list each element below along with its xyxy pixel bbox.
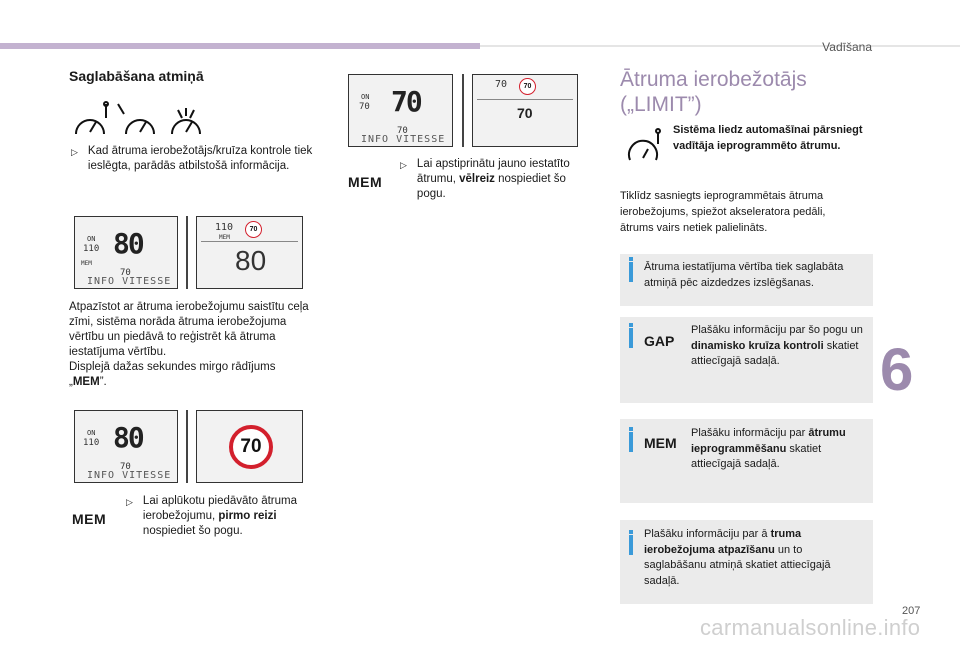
triangle-right-icon: ▷ [400,161,407,171]
left-bullet-1: ▷ Kad ātruma ierobežotājs/kruīza kontrole tiek ieslēgta, parādās atbilstošā informācija. [71,145,313,172]
info-box: Plašāku informāciju par ā truma ierobežojuma atpazīšanu un to saglabāšanu atmiņā skatiet attiecīgajā sadaļā. [620,520,873,604]
display-screen [196,410,303,483]
display-big-value: 80 [113,227,143,260]
left-bullet-2: ▷ Lai aplūkotu piedāvāto ātruma ierobežojumu, pirmo reizi nospiediet šo pogu. [126,495,297,537]
mem-button-label: MEM [72,511,107,527]
display-screen [348,74,453,147]
divider [186,410,188,483]
speedometer-icon [172,108,200,134]
left-heading: Saglabāšana atmiņā [69,68,204,84]
display-small-value: 70 [495,79,508,90]
divider [462,74,464,147]
display-screen [74,216,178,289]
info-icon [629,323,633,327]
info-icon [629,427,633,431]
speed-sign: 70 [245,221,262,238]
display-on: ON [361,93,370,101]
mem-button-label: MEM [644,435,677,451]
right-heading: Ātruma ierobežotājs („LIMIT”) [620,68,807,116]
info-box: Ātruma iestatījuma vērtība tiek saglabāta atmiņā pēc aizdedzes izslēgšanas. [620,254,873,306]
divider [186,216,188,289]
display-big-value: 70 [391,85,421,118]
display-small-value: 110 [83,438,100,448]
display-mem: MEM [81,260,92,267]
speedometer-icons [72,100,207,140]
warning-text: Sistēma liedz automašīnai pārsniegt vadītāja ieprogrammēto ātrumu. [673,124,863,152]
info-icon [629,530,633,534]
display-on: ON [87,429,96,437]
left-paragraph: Atpazīstot ar ātruma ierobežojumu saistītu ceļa zīmi, sistēma norāda ātruma ierobežojuma vērtību un piedāvā to reģistrēt kā ātruma iestatījuma vērtību. Displejā dažas sekundes mirgo rādījums „MEM”. [69,301,309,388]
info-icon [629,257,633,261]
display-info: INFO VITESSE [87,276,172,287]
triangle-right-icon: ▷ [126,498,133,508]
display-screen [196,216,303,289]
divider [201,241,298,242]
mem-button-label: MEM [348,174,383,190]
right-paragraph: Tiklīdz sasniegts ieprogrammētais ātruma ierobežojums, spiežot akseleratora pedāli, ātrums vairs netiek palielināts. [620,190,826,234]
display-small-value: 70 [359,102,370,112]
info-icon-bar [629,328,633,348]
display-limit-value: 70 [120,462,131,472]
info-icon-bar [629,262,633,282]
gap-button-label: GAP [644,333,675,349]
page-number: 207 [902,605,921,617]
display-limit-value: 70 [397,126,408,136]
triangle-right-icon: ▷ [71,148,78,158]
info-icon-bar [629,432,633,452]
display-screen [472,74,578,147]
display-small-value: 110 [215,222,234,233]
display-info: INFO VITESSE [87,470,172,481]
info-box: MEM Plašāku informāciju par ātrumu ieprogrammēšanu skatiet attiecīgajā sadaļā. [620,419,873,503]
section-title: Vadīšana [822,40,872,54]
speedometer-icon [626,128,662,164]
divider [477,99,573,100]
chapter-number: 6 [880,336,914,403]
display-big-value: 80 [235,245,267,276]
display-screen [74,410,178,483]
display-big-value: 80 [113,421,143,454]
info-icon-bar [629,535,633,555]
middle-bullet: ▷ Lai apstiprinātu jauno iestatīto ātrumu, vēlreiz nospiediet šo pogu. [400,158,570,200]
display-limit-value: 70 [120,268,131,278]
speed-sign: 70 [519,78,536,95]
display-big-value: 70 [517,105,533,121]
header-divider [480,45,960,47]
display-info: INFO VITESSE [361,134,446,145]
info-box: GAP Plašāku informāciju par šo pogu un dinamisko kruīza kontroli skatiet attiecīgajā sadaļā. [620,317,873,403]
speedometer-icon [118,104,154,134]
header-bar [0,43,480,49]
speed-sign: 70 [229,425,273,469]
watermark: carmanualsonline.info [700,615,921,640]
display-on: ON [87,235,96,243]
display-small-value: 110 [83,244,100,254]
display-mem: MEM [219,234,230,241]
speedometer-icon [76,102,108,134]
